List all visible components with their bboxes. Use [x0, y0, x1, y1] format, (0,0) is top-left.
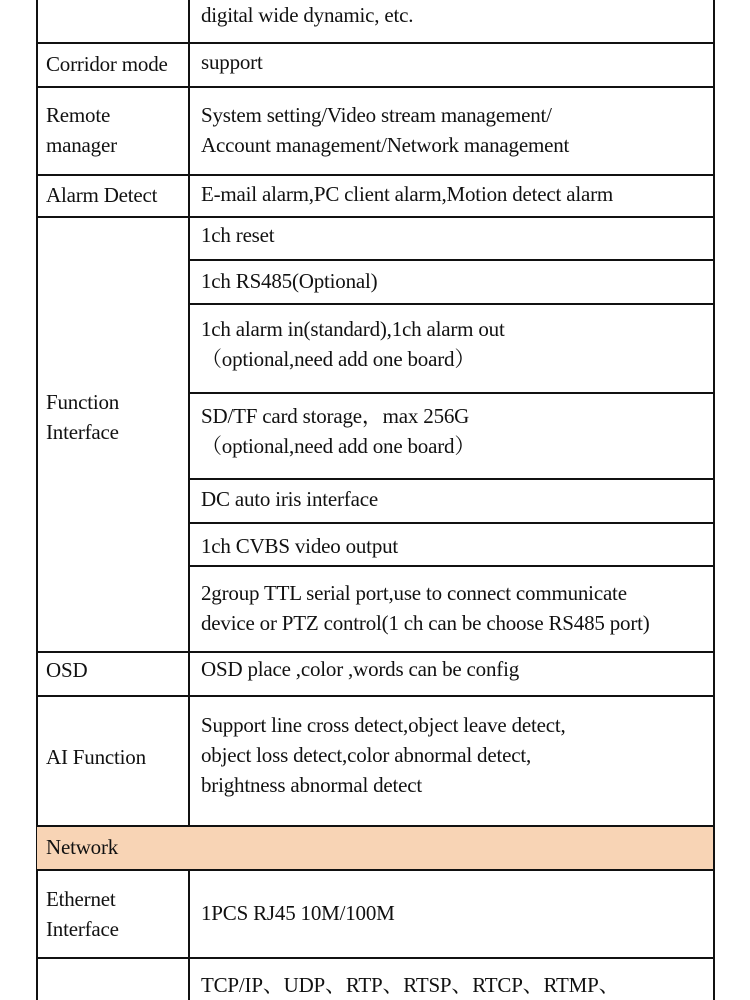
- spec-label-alarm-detect: Alarm Detect: [46, 183, 158, 207]
- spec-sub-item: （optional,need add one board）: [201, 434, 476, 458]
- row-divider: [36, 42, 714, 44]
- row-divider: [36, 651, 714, 653]
- sub-row-divider: [188, 259, 714, 261]
- spec-label-ai-function: AI Function: [46, 745, 146, 769]
- spec-label-osd: OSD: [46, 658, 88, 682]
- spec-label-ethernet-interface: Interface: [46, 917, 119, 941]
- spec-sub-item: 1ch CVBS video output: [201, 534, 399, 558]
- spec-value: support: [201, 50, 263, 74]
- row-divider: [36, 216, 714, 218]
- row-divider: [36, 695, 714, 697]
- row-divider: [36, 86, 714, 88]
- spec-value: Support line cross detect,object leave detect,: [201, 713, 566, 737]
- spec-label-ethernet-interface: Ethernet: [46, 887, 116, 911]
- row-divider: [36, 957, 714, 959]
- row-divider: [36, 869, 714, 871]
- sub-row-divider: [188, 303, 714, 305]
- sub-row-divider: [188, 478, 714, 480]
- spec-sub-item: 1ch reset: [201, 223, 275, 247]
- spec-value: E-mail alarm,PC client alarm,Motion detect alarm: [201, 182, 614, 206]
- row-divider: [36, 174, 714, 176]
- spec-sub-item: 2group TTL serial port,use to connect communicate: [201, 581, 627, 605]
- spec-value: System setting/Video stream management/: [201, 103, 552, 127]
- spec-label-remote-manager: manager: [46, 133, 117, 157]
- spec-sub-item: 1ch alarm in(standard),1ch alarm out: [201, 317, 505, 341]
- spec-value: TCP/IP、UDP、RTP、RTSP、RTCP、RTMP、: [201, 973, 620, 997]
- spec-label-corridor-mode: Corridor mode: [46, 52, 168, 76]
- spec-sub-item: 1ch RS485(Optional): [201, 269, 378, 293]
- sub-row-divider: [188, 565, 714, 567]
- row-divider: [36, 825, 714, 827]
- spec-label-remote-manager: Remote: [46, 103, 111, 127]
- column-divider: [188, 870, 190, 1000]
- table-border-right: [713, 0, 715, 1000]
- spec-label-function-interface: Interface: [46, 420, 119, 444]
- spec-value: OSD place ,color ,words can be config: [201, 657, 519, 681]
- section-header-label: Network: [46, 835, 119, 859]
- spec-value: 1PCS RJ45 10M/100M: [201, 901, 395, 925]
- sub-row-divider: [188, 392, 714, 394]
- spec-sub-item: DC auto iris interface: [201, 487, 378, 511]
- spec-value: object loss detect,color abnormal detect,: [201, 743, 532, 767]
- spec-value: Account management/Network management: [201, 133, 570, 157]
- spec-sub-item: （optional,need add one board）: [201, 347, 476, 371]
- spec-value: digital wide dynamic, etc.: [201, 3, 414, 27]
- column-divider: [188, 0, 190, 826]
- sub-row-divider: [188, 522, 714, 524]
- section-header-network: [37, 826, 713, 870]
- spec-value: brightness abnormal detect: [201, 773, 423, 797]
- spec-label-function-interface: Function: [46, 390, 120, 414]
- spec-sub-item: SD/TF card storage，max 256G: [201, 404, 470, 428]
- spec-sub-item: device or PTZ control(1 ch can be choose RS485 port): [201, 611, 650, 635]
